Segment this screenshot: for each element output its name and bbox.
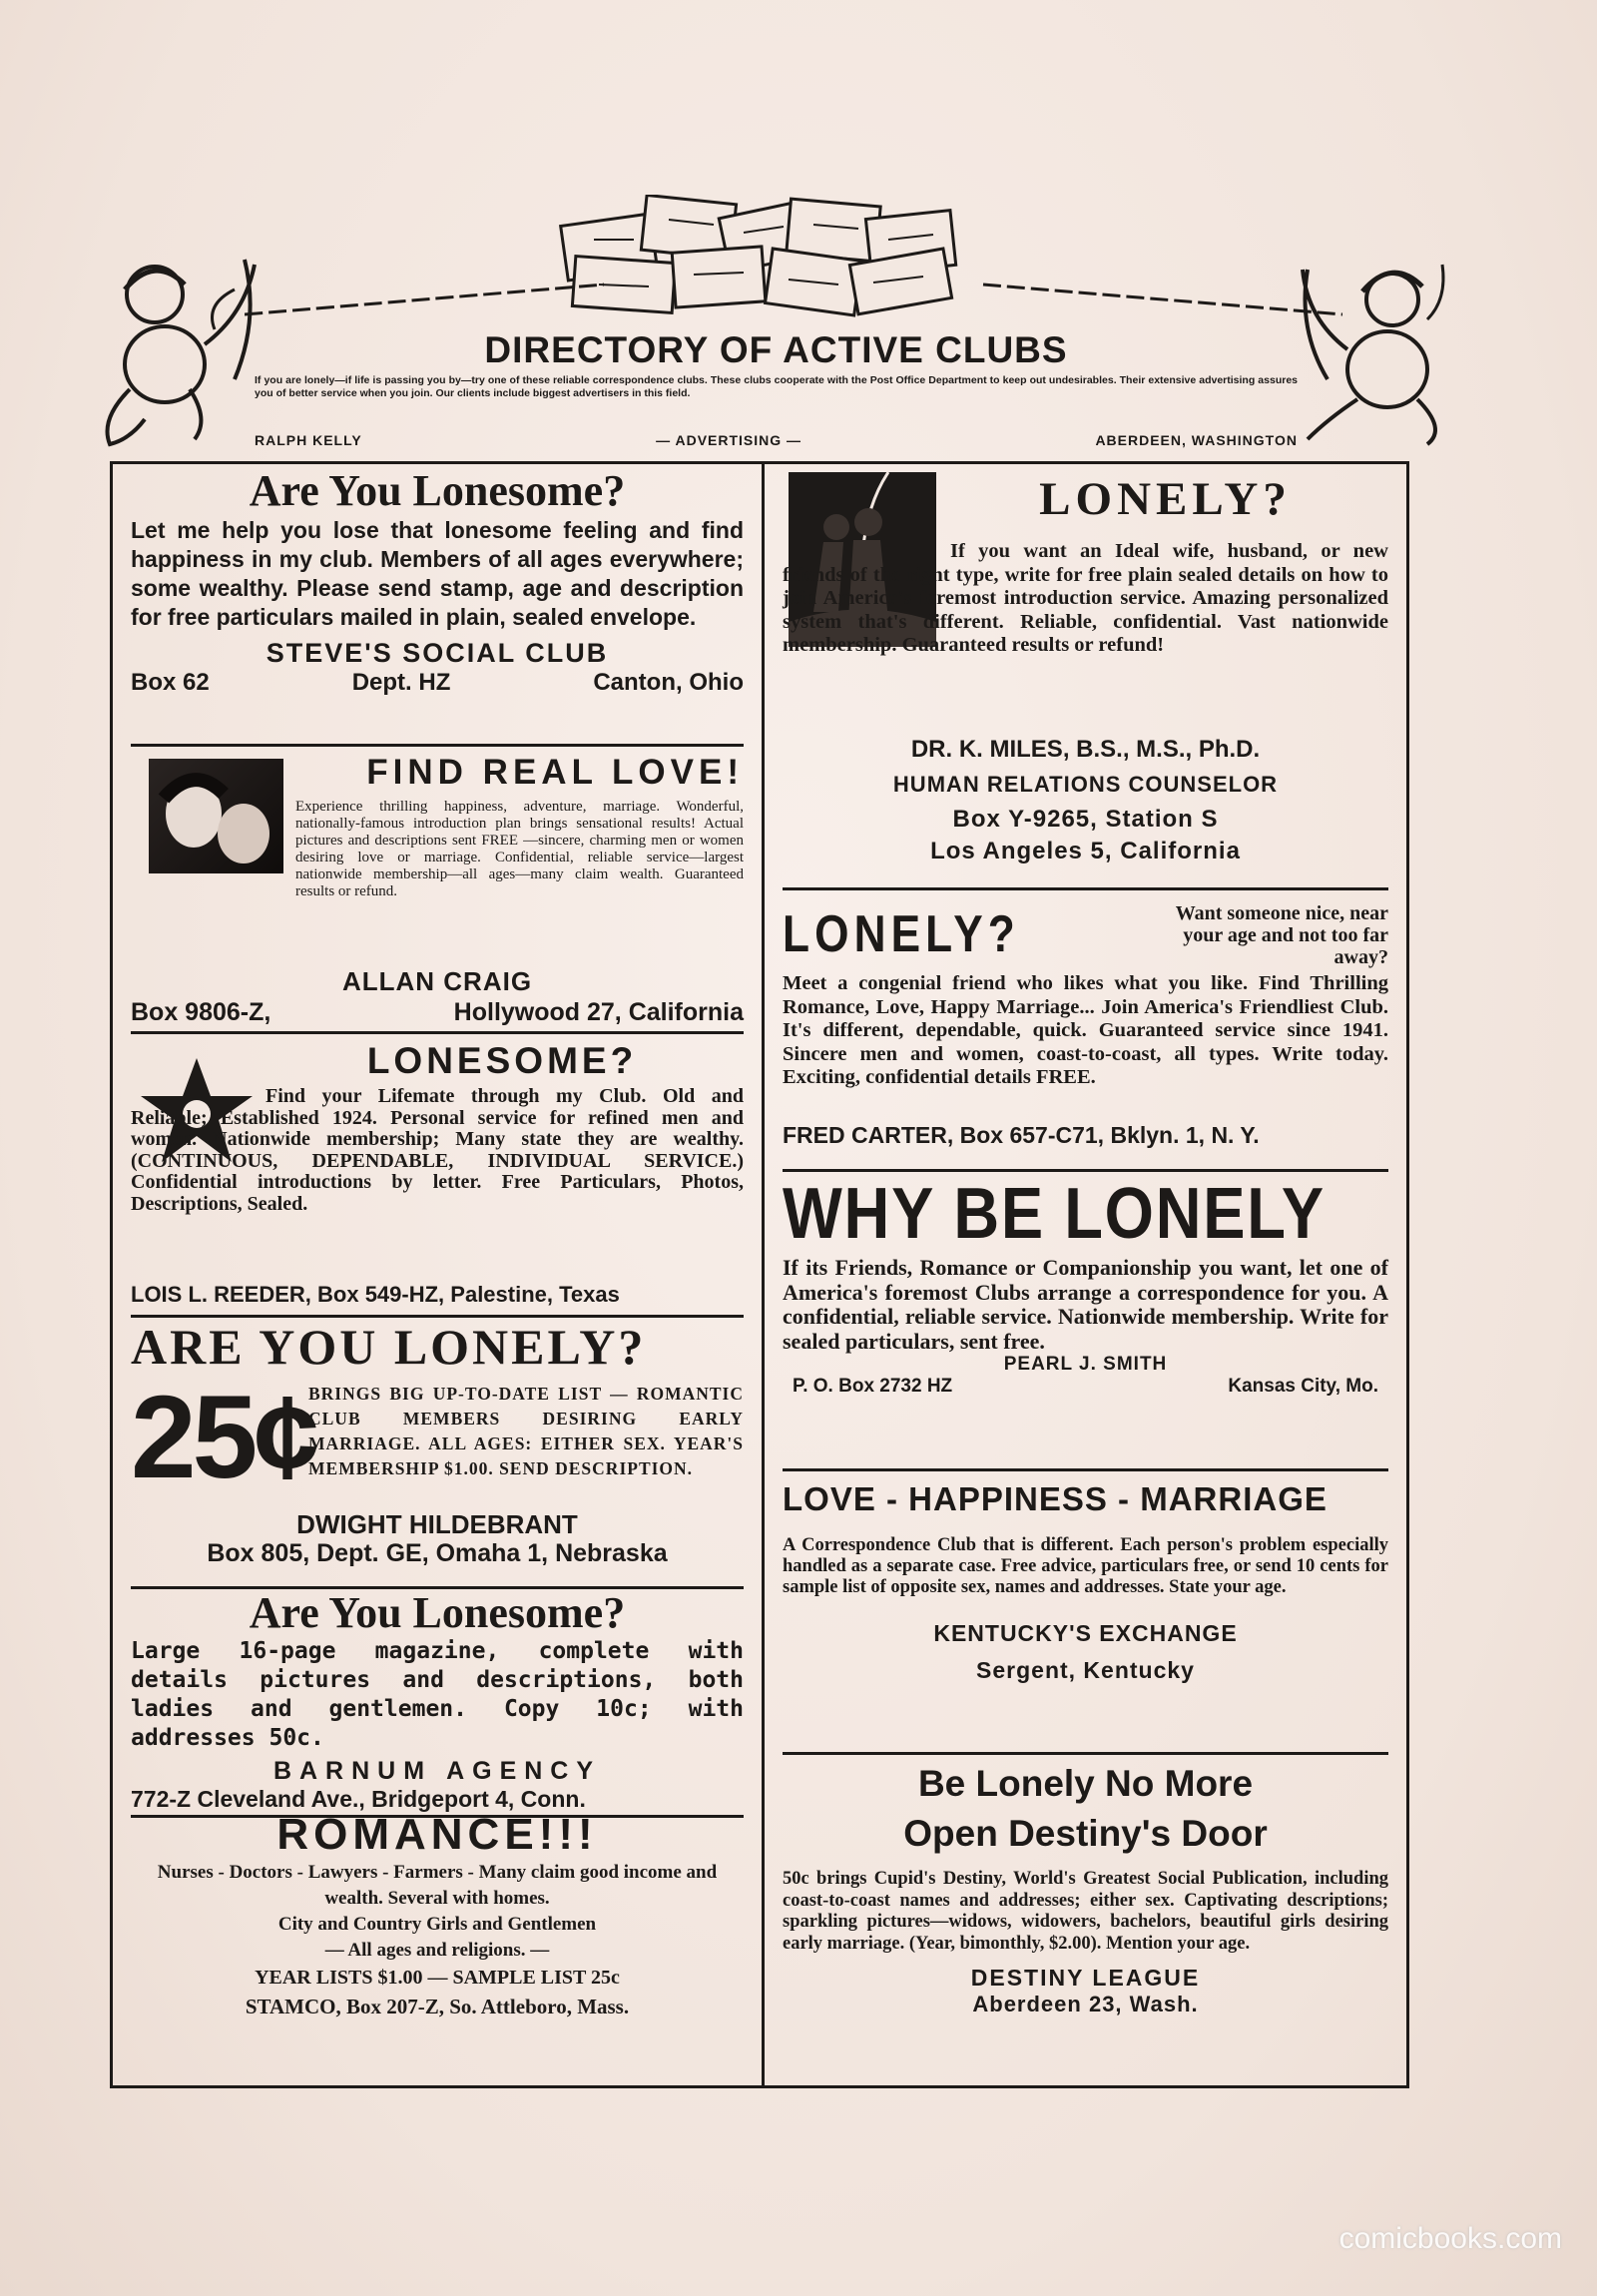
ad-kentuckys-exchange — [783, 1468, 1388, 1750]
ad-headline: LOVE - HAPPINESS - MARRIAGE — [783, 1480, 1328, 1517]
right-column — [765, 464, 1406, 2085]
ad-line4: YEAR LISTS $1.00 — SAMPLE LIST 25c — [255, 1967, 620, 1989]
ad-fred-carter — [783, 887, 1388, 1171]
ad-address: 772-Z Cleveland Ave., Bridgeport 4, Conn. — [131, 1786, 744, 1818]
ad-pearl-smith — [783, 1169, 1388, 1468]
ad-address: STAMCO, Box 207-Z, So. Attleboro, Mass. — [245, 1995, 630, 2018]
ad-address: LOIS L. REEDER, Box 549-HZ, Palestine, Texas — [131, 1282, 620, 1307]
couple-photo — [149, 759, 283, 873]
ad-body: Large 16-page magazine, complete with details pictures and descriptions, both ladies and gentlemen. Copy 10c; with addresses 50c. — [131, 1638, 744, 1751]
ad-headline: LONESOME? — [366, 1040, 638, 1081]
ad-destiny-league — [783, 1752, 1388, 2081]
ad-city: Hollywood 27, California — [453, 998, 744, 1026]
ad-headline: WHY BE LONELY — [783, 1174, 1326, 1254]
ad-line3: — All ages and religions. — — [324, 1940, 550, 1961]
ad-dept: Dept. HZ — [351, 669, 451, 696]
ad-steves-social-club — [131, 466, 744, 738]
ad-body: Find your Lifemate through my Club. Old and Reliable; Established 1924. Personal service for refined men and women. Nationwide membership; Many state they are wealthy. (CONTINUOUS, DEPENDABLE, INDIVIDUAL SERVICE.) Confidential introductions by letter. Free Particulars, Photos, Descriptions, Sealed. — [131, 1085, 744, 1215]
ad-dr-miles — [783, 466, 1388, 883]
ad-city: Aberdeen 23, Wash. — [972, 1992, 1199, 2016]
ad-headline: Be Lonely No More — [917, 1763, 1254, 1804]
ad-counselor-name: DR. K. MILES, B.S., M.S., Ph.D. — [910, 736, 1261, 763]
directory-credits — [255, 432, 1298, 448]
directory-header — [95, 195, 1457, 464]
ad-box: P. O. Box 2732 HZ — [793, 1376, 953, 1397]
ad-body: If you want an Ideal wife, husband, or new friends of the right type, write for free plain sealed details on how to join America's foremost introduction service. Amazing personalized system that's different. Reliable, confidential. Vast nationwide membership. Guaranteed results or refund! — [783, 540, 1388, 656]
ad-headline: FIND REAL LOVE! — [366, 753, 744, 792]
ad-city: Los Angeles 5, California — [930, 838, 1241, 864]
ad-address — [783, 1376, 1388, 1398]
directory-title: DIRECTORY OF ACTIVE CLUBS — [484, 329, 1068, 370]
ad-box: Box 9806-Z, — [131, 998, 271, 1026]
ad-address — [131, 998, 744, 1027]
ad-counselor-title: HUMAN RELATIONS COUNSELOR — [892, 772, 1279, 797]
ad-body: BRINGS BIG UP-TO-DATE LIST — ROMANTIC CLUB MEMBERS DESIRING EARLY MARRIAGE. ALL AGES: EITHER SEX. YEAR'S MEMBERSHIP $1.00. SEND DESCRIPTION. — [308, 1384, 744, 1478]
ad-city: Canton, Ohio — [593, 669, 744, 696]
ads-frame — [110, 461, 1409, 2088]
ad-address: FRED CARTER, Box 657-C71, Bklyn. 1, N. Y. — [783, 1122, 1260, 1148]
ad-city: Kansas City, Mo. — [1228, 1376, 1378, 1397]
ad-line2: City and Country Girls and Gentlemen — [277, 1914, 597, 1935]
couple-photo-icon — [149, 759, 283, 873]
ad-body: Meet a congenial friend who likes what you like. Find Thrilling Romance, Love, Happy Marriage... Join America's Friendliest Club. It's different, dependable, quick. Guaranteed service since 1941. Sincere men and women, coast-to-coast, all types. Write today. Exciting, confidential details FREE. — [783, 972, 1388, 1088]
ad-barnum-agency — [131, 1586, 744, 1812]
directory-intro: If you are lonely—if life is passing you by—try one of these reliable correspondence clubs. These clubs cooperate with the Post Office Department to keep out undesirables. Their extensive advertising assures you of better service when you join. Our clients include biggest advertisers in this field. — [255, 374, 1298, 399]
center-credit: — ADVERTISING — — [656, 432, 802, 448]
ad-dwight-hildebrant — [131, 1315, 744, 1586]
right-credit: ABERDEEN, WASHINGTON — [1095, 432, 1298, 448]
ad-club-name: KENTUCKY'S EXCHANGE — [933, 1620, 1238, 1646]
ad-lois-reeder — [131, 1031, 744, 1311]
ad-headline: ROMANCE!!! — [276, 1810, 598, 1859]
ad-box: Box Y-9265, Station S — [952, 806, 1219, 833]
ad-body: Experience thrilling happiness, adventure, marriage. Wonderful, nationally-famous introduction plan brings sensational results! Actual pictures and descriptions sent FREE —sincere, charming men or women desiring love or marriage. Confidential, reliable service—largest nationwide membership—all ages—many claim wealth. Guaranteed results or refund. — [295, 799, 744, 899]
ad-headline: LONELY? — [1039, 473, 1292, 525]
ad-address: Box 805, Dept. GE, Omaha 1, Nebraska — [207, 1539, 668, 1567]
ad-body: If its Friends, Romance or Companionship you want, let one of America's foremost Clubs arrange a correspondence for you. A confidential, reliable service. Nationwide membership. Write for sealed particulars, sent free. — [783, 1255, 1388, 1354]
chain-ornament-icon — [245, 270, 1342, 329]
ad-side-text: Want someone nice, near your age and not too far away? — [1175, 902, 1388, 968]
ad-city: Sergent, Kentucky — [976, 1657, 1195, 1683]
ad-allan-craig — [131, 744, 744, 1025]
watermark: comicbooks.com — [1338, 2222, 1562, 2255]
left-column — [113, 464, 765, 2085]
ad-club-name: ALLAN CRAIG — [341, 966, 533, 996]
left-credit: RALPH KELLY — [255, 432, 362, 448]
ad-club-name: DWIGHT HILDEBRANT — [296, 1509, 578, 1539]
ad-headline: Are You Lonesome? — [249, 1588, 626, 1637]
ad-headline: Are You Lonesome? — [249, 466, 626, 515]
ad-club-name: BARNUM AGENCY — [272, 1757, 602, 1785]
ad-price: 25¢ — [131, 1372, 315, 1503]
ad-club-name: DESTINY LEAGUE — [970, 1965, 1201, 1991]
ad-club-name: STEVE'S SOCIAL CLUB — [266, 638, 609, 668]
ad-headline: ARE YOU LONELY? — [131, 1319, 647, 1375]
ad-stamco — [131, 1810, 744, 2079]
ad-club-name: PEARL J. SMITH — [1003, 1354, 1168, 1375]
ad-body: 50c brings Cupid's Destiny, World's Greatest Social Publication, including coast-to-coast names and addresses; either sex. Captivating descriptions; sparkling pictures—widows, widowers, bachelors, beautiful girls desiring early marriage. (Year, bimonthly, $2.00). Mention your age. — [783, 1869, 1388, 1954]
ad-body: Let me help you lose that lonesome feeling and find happiness in my club. Members of all ages everywhere; some wealthy. Please send stamp, age and description for free particulars mailed in plain, sealed envelope. — [131, 517, 744, 630]
ad-body: Nurses - Doctors - Lawyers - Farmers - Many claim good income and wealth. Several with homes. — [157, 1862, 718, 1909]
ad-body: A Correspondence Club that is different. Each person's problem especially handled as a separate case. Free advice, particulars free, or send 10 cents for sample list of opposite sex, names and addresses. State your age. — [783, 1535, 1388, 1597]
ad-headline: LONELY? — [783, 905, 1020, 963]
ad-address — [131, 669, 744, 697]
ad-headline-2: Open Destiny's Door — [903, 1813, 1268, 1854]
ad-box: Box 62 — [131, 669, 210, 696]
